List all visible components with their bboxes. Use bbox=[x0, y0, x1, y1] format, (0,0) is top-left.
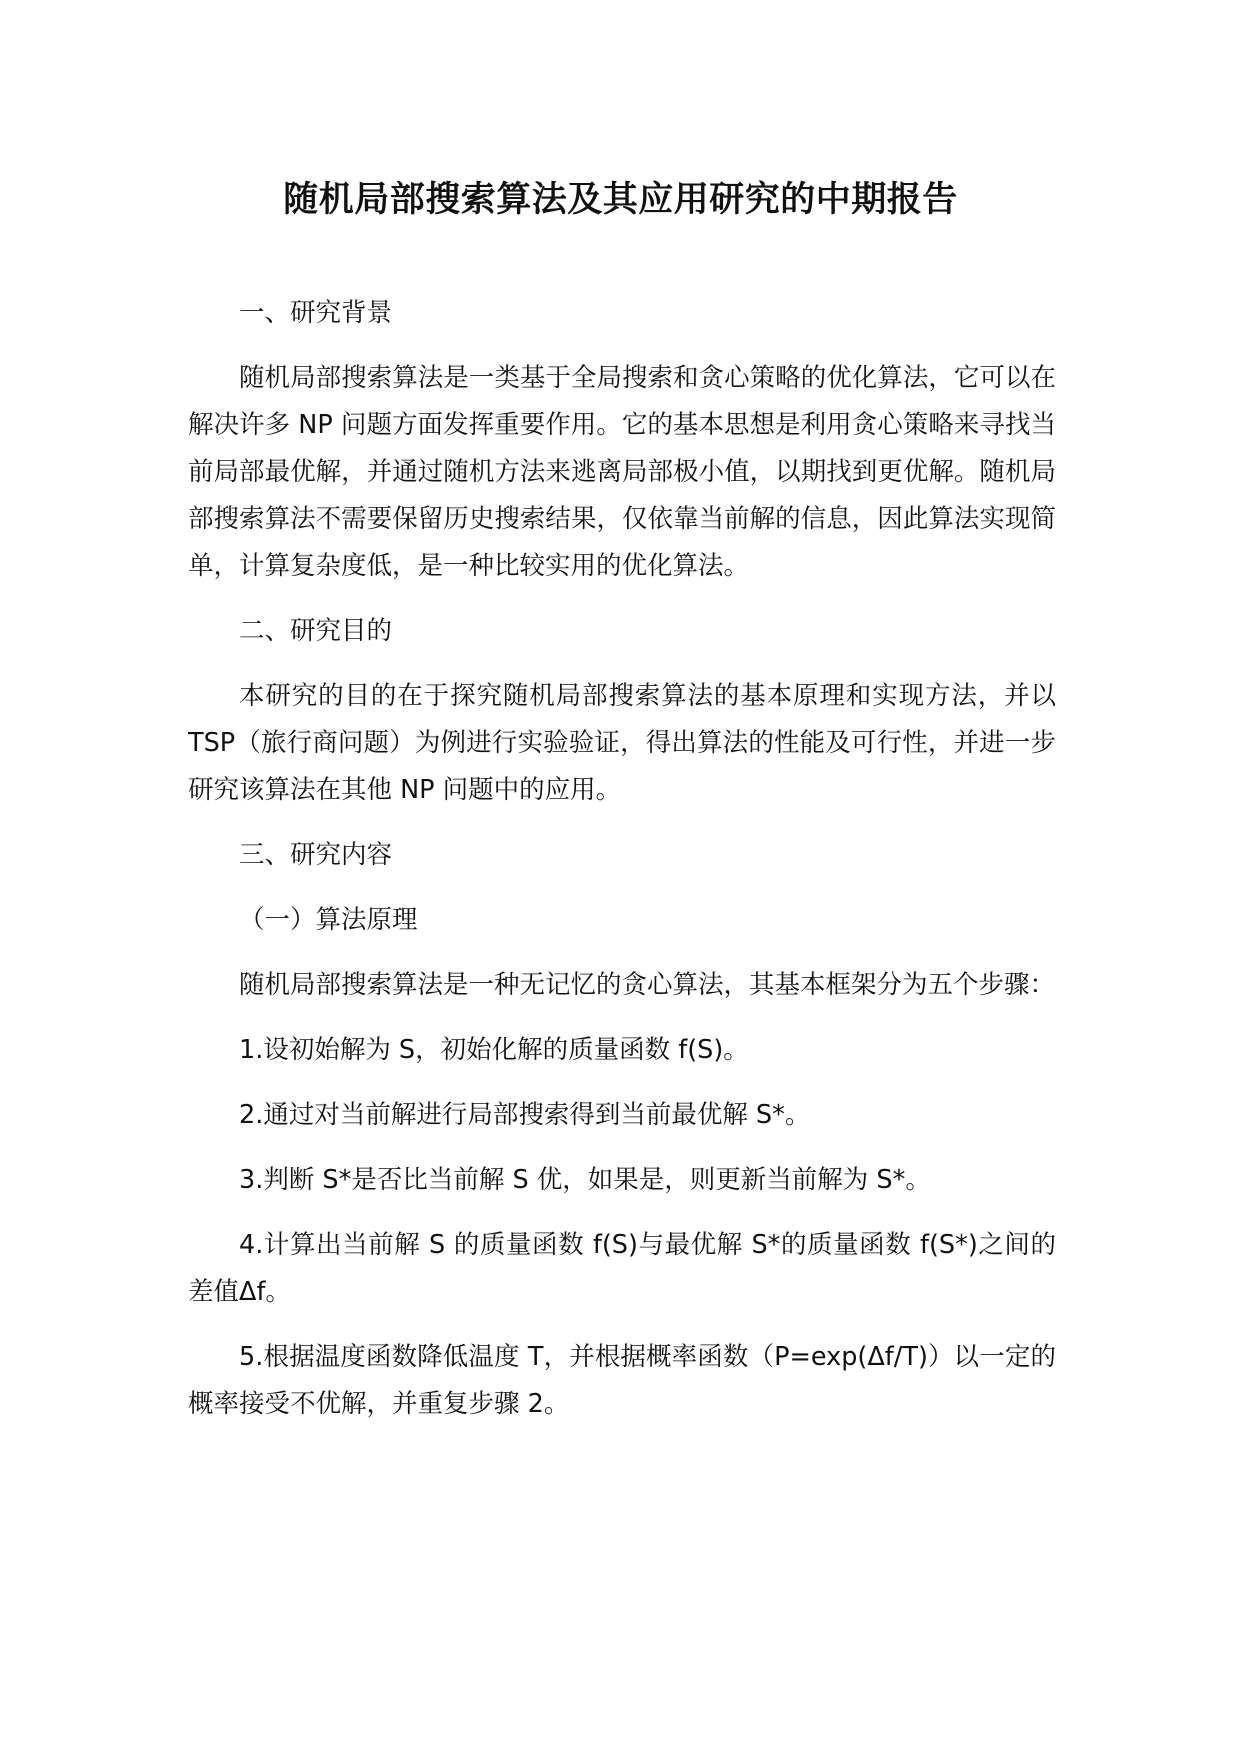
step-2: 2.通过对当前解进行局部搜索得到当前最优解 S*。 bbox=[239, 1100, 811, 1130]
step-1: 1.设初始解为 S，初始化解的质量函数 f(S)。 bbox=[239, 1035, 749, 1065]
subsection-heading-principle: （一）算法原理 bbox=[239, 905, 418, 935]
section-heading-background: 一、研究背景 bbox=[239, 298, 393, 328]
step-3: 3.判断 S*是否比当前解 S 优，如果是，则更新当前解为 S*。 bbox=[239, 1165, 931, 1195]
step-5: 5.根据温度函数降低温度 T，并根据概率函数（P=exp(Δf/T)）以一定的概率接受不优解，并重复步骤 2。 bbox=[188, 1342, 1056, 1419]
document-title: 随机局部搜索算法及其应用研究的中期报告 bbox=[283, 180, 958, 220]
step-4: 4.计算出当前解 S 的质量函数 f(S)与最优解 S*的质量函数 f(S*)之间的差值Δf。 bbox=[188, 1230, 1056, 1307]
paragraph-background: 随机局部搜索算法是一类基于全局搜索和贪心策略的优化算法，它可以在解决许多 NP 问题方面发挥重要作用。它的基本思想是利用贪心策略来寻找当前局部最优解，并通过随机方法来逃离局部极小值，以期找到更优解。随机局部搜索算法不需要保留历史搜索结果，仅依靠当前解的信息，因此算法实现简单，计算复杂度低，是一种比较实用的优化算法。 bbox=[188, 363, 1056, 581]
document-body bbox=[188, 290, 1056, 1446]
section-heading-purpose: 二、研究目的 bbox=[239, 616, 393, 646]
section-heading-content: 三、研究内容 bbox=[239, 840, 393, 870]
paragraph-purpose: 本研究的目的在于探究随机局部搜索算法的基本原理和实现方法，并以 TSP（旅行商问题）为例进行实验验证，得出算法的性能及可行性，并进一步研究该算法在其他 NP 问题中的应用。 bbox=[188, 681, 1056, 805]
paragraph-framework: 随机局部搜索算法是一种无记忆的贪心算法，其基本框架分为五个步骤： bbox=[239, 970, 1056, 1000]
